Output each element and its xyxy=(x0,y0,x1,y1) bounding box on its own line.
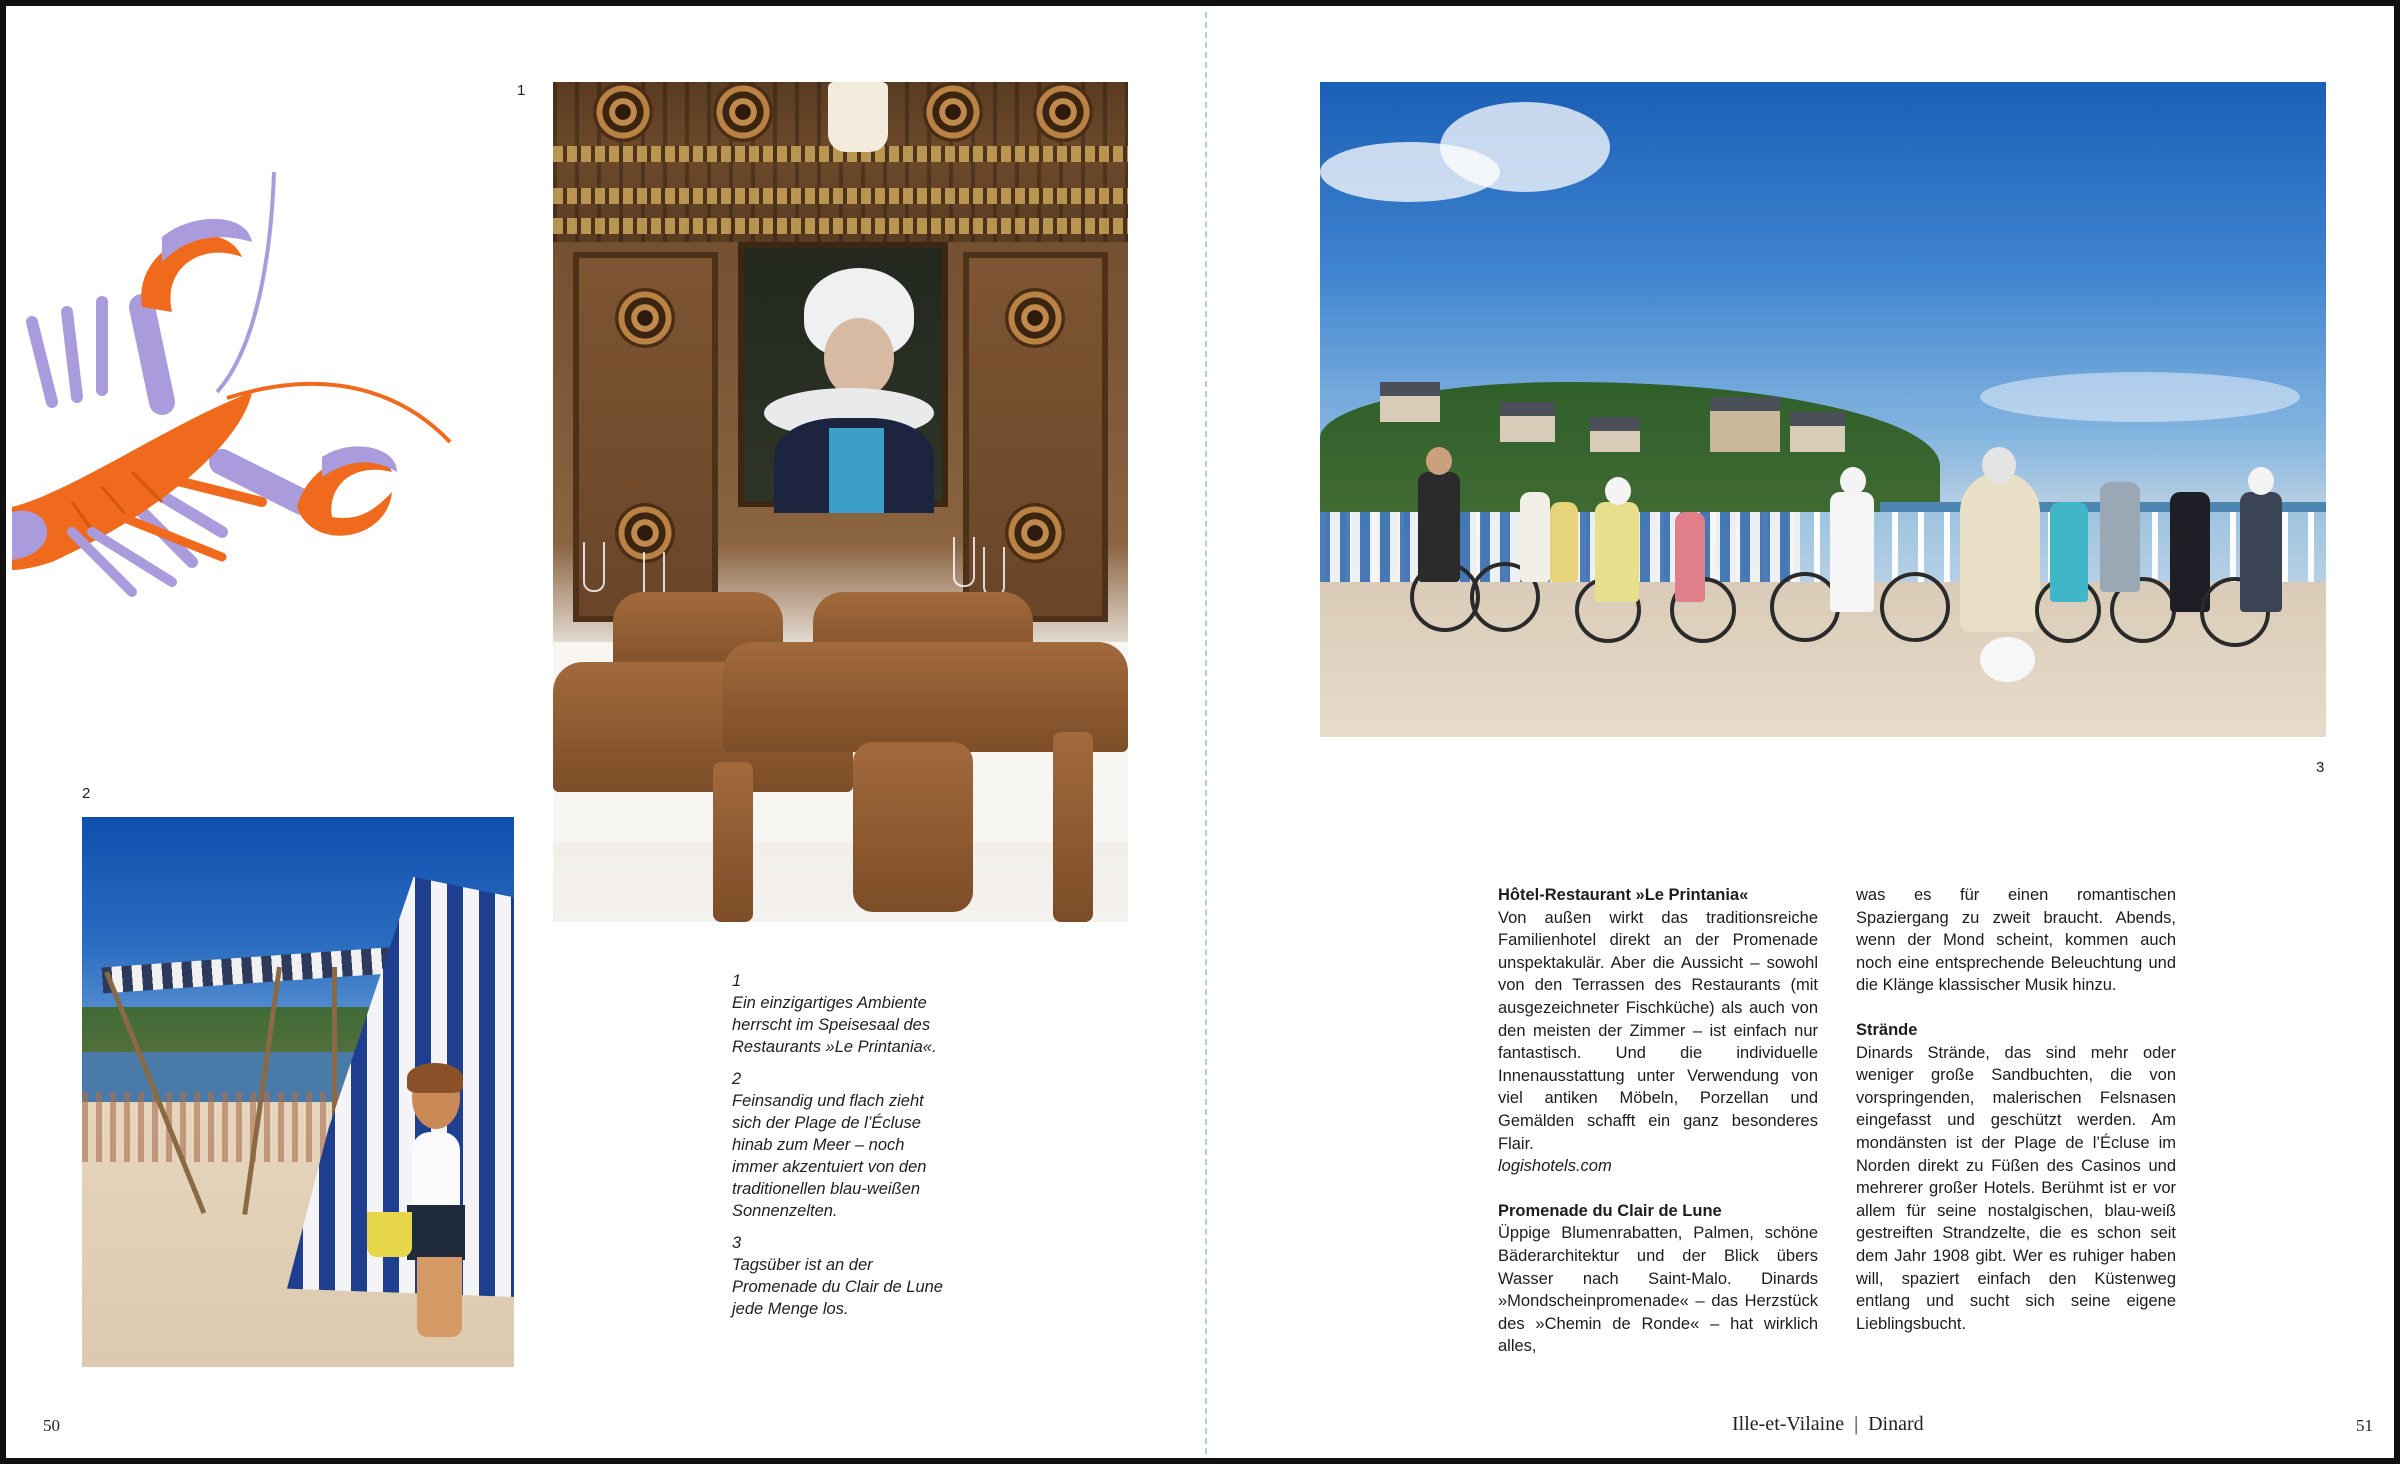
running-head-separator: | xyxy=(1854,1413,1859,1435)
paragraph-hotel: Von außen wirkt das traditionsreiche Familienhotel direkt an der Promenade unspektakulär. Aber die Aussicht – sowohl von den Terrassen des Restaurants (mit ausgezeichneter Fischküche) als auch von den meisten der Zimmer – ist einfach nur fantastisch. Und die individuelle Innenausstattung unter Verwendung von viel antiken Möbeln, Porzellan und Gemälden schafft ein ganz besonderes Flair. xyxy=(1498,908,1818,1153)
left-page xyxy=(12,12,1205,1464)
page-number-right: 51 xyxy=(2356,1416,2373,1435)
article-column-1 xyxy=(1498,884,1818,1380)
right-page xyxy=(1207,12,2400,1464)
paragraph-promenade: Üppige Blumenrabatten, Palmen, schöne Bäderarchitektur und der Blick übers Wasser nach Saint-Malo. Dinards »Mondscheinpromenade« – das Herzstück des »Chemin de Ronde« – hat wirklich alles, xyxy=(1498,1224,1818,1356)
running-head-region: Ille-et-Vilaine xyxy=(1732,1413,1845,1435)
heading-promenade: Promenade du Clair de Lune xyxy=(1498,1201,1722,1220)
breton-portrait-painting xyxy=(738,242,948,507)
heading-hotel-printania: Hôtel-Restaurant »Le Printania« xyxy=(1498,886,1749,904)
beach-tent-photo xyxy=(82,817,514,1367)
restaurant-interior-photo xyxy=(553,82,1128,922)
heading-beaches: Strände xyxy=(1856,1020,1918,1039)
paragraph-promenade-continued: was es für einen romantischen Spaziergang zu zweit braucht. Abends, wenn der Mond scheint, kommen auch noch eine entsprechende Beleuchtung und die Klänge klassischer Musik hinzu. xyxy=(1856,886,2176,995)
figure-number-1: 1 xyxy=(517,82,526,99)
paragraph-beaches: Dinards Strände, das sind mehr oder weniger große Sandbuchten, die von vorspringenden, malerischen Felsnasen eingefasst und geschützt werden. Am mondänsten ist der Plage de l’Écluse im Norden direkt zu Füßen des Casinos und mehrerer großer Hotels. Berühmt ist er vor allem für seine nostalgischen, blau-weiß gestreiften Strandzelte, die es schon seit dem Jahr 1908 gibt. Wer es ruhiger haben will, spaziert einfach den Küstenweg entlang und sucht sich seine eigene Lieblingsbucht. xyxy=(1856,1043,2176,1333)
caption-2: 2 Feinsandig und flach zieht sich der Plage de l’Écluse hinab zum Meer – noch immer akzentuiert von den traditionellen blau-weißen Sonnenzelten. xyxy=(732,1070,927,1220)
running-head xyxy=(1732,1413,1924,1436)
article-column-2 xyxy=(1856,884,2176,1357)
lobster-illustration xyxy=(12,172,462,622)
promenade-photo xyxy=(1320,82,2326,737)
figure-number-2: 2 xyxy=(82,785,91,802)
caption-1: 1 Ein einzigartiges Ambiente herrscht im Speisesaal des Restaurants »Le Printania«. xyxy=(732,972,937,1056)
page-number-left: 50 xyxy=(43,1416,60,1435)
photo-captions xyxy=(732,970,947,1330)
running-head-place: Dinard xyxy=(1868,1413,1924,1435)
figure-number-3: 3 xyxy=(2316,759,2325,776)
hotel-website: logishotels.com xyxy=(1498,1157,1612,1176)
caption-3: 3 Tagsüber ist an der Promenade du Clair de Lune jede Menge los. xyxy=(732,1234,943,1318)
